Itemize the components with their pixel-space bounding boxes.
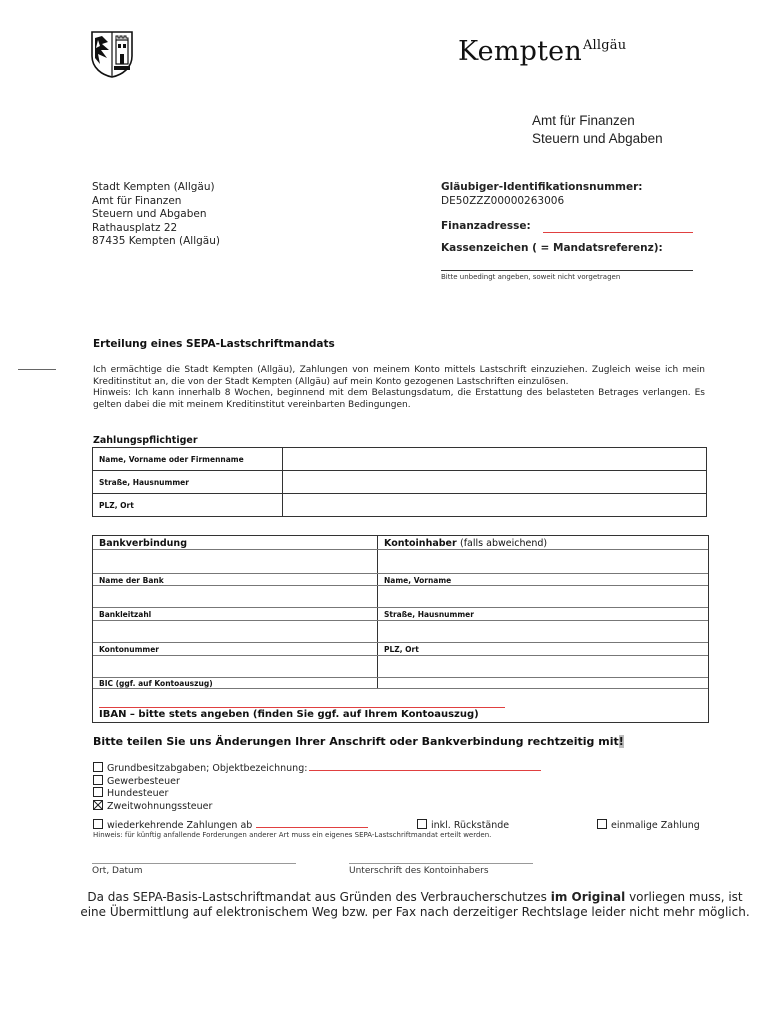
iban-label: IBAN – bitte stets angeben (finden Sie ggf. auf Ihrem Kontoauszug)	[99, 709, 479, 720]
kassenzeichen-hint: Bitte unbedingt angeben, soweit nicht vorgetragen	[441, 273, 621, 281]
mandate-hint: Hinweis: Ich kann innerhalb 8 Wochen, beginnend mit dem Belastungsdatum, die Erstattung des belasteten Betrages verlangen. Es gelten dabei die mit meinem Kreditinstitut vereinbarten Bedingungen.	[93, 388, 705, 410]
holder-name-label: Name, Vorname	[384, 576, 452, 585]
row-line	[93, 655, 708, 656]
closing-note	[80, 890, 750, 920]
brand-sup: Allgäu	[582, 38, 627, 53]
kassenzeichen-label: Kassenzeichen ( = Mandatsreferenz):	[441, 242, 663, 254]
mandate-authorization: Ich ermächtige die Stadt Kempten (Allgäu), Zahlungen von meinem Konto mittels Lastschrift einzuziehen. Zugleich weise ich mein Kreditinstitut an, die von der Stadt Kempten (Allgäu) auf mein Konto gezogenen Lastschriften einzulösen.	[93, 365, 705, 387]
city-crest-logo	[90, 30, 134, 78]
place-date-label: Ort, Datum	[92, 866, 143, 876]
city-wordmark	[458, 36, 626, 67]
payer-name-field[interactable]	[283, 448, 707, 471]
department-heading	[532, 112, 663, 148]
tax-option[interactable]	[93, 762, 541, 775]
blz-label: Bankleitzahl	[99, 610, 152, 619]
checkbox-hundesteuer[interactable]	[93, 787, 103, 797]
bank-name-label: Name der Bank	[99, 576, 164, 585]
tax-label-hundesteuer: Hundesteuer	[107, 788, 169, 799]
brand-main: Kempten	[458, 36, 582, 67]
single-label: einmalige Zahlung	[611, 820, 700, 831]
single-option[interactable]	[597, 819, 700, 831]
account-number-label: Kontonummer	[99, 645, 160, 654]
mandate-title: Erteilung eines SEPA-Lastschriftmandats	[93, 338, 335, 350]
change-notice-text: Bitte teilen Sie uns Änderungen Ihrer Anschrift oder Bankverbindung rechtzeitig mit	[93, 735, 619, 748]
row-line	[93, 585, 708, 586]
payer-name-label: Name, Vorname oder Firmenname	[93, 448, 283, 471]
dept-line2: Steuern und Abgaben	[532, 131, 663, 146]
recurring-option[interactable]	[93, 819, 368, 831]
options-hint: Hinweis: für künftig anfallende Forderungen anderer Art muss ein eigenes SEPA-Lastschriftmandat erteilt werden.	[93, 831, 492, 839]
checkbox-recurring[interactable]	[93, 819, 103, 829]
bank-connection-header: Bankverbindung	[99, 538, 188, 549]
mandate-text	[93, 365, 705, 411]
signature-field[interactable]	[349, 863, 533, 864]
sender-line: Amt für Finanzen	[92, 194, 182, 207]
checkbox-gewerbesteuer[interactable]	[93, 775, 103, 785]
row-line	[93, 620, 708, 621]
closing-text-1: Da das SEPA-Basis-Lastschriftmandat aus Gründen des Verbraucherschutzes	[87, 890, 547, 904]
account-holder-header	[384, 538, 547, 549]
row-line	[93, 607, 708, 608]
account-holder-title: Kontoinhaber	[384, 538, 457, 549]
sender-line: Rathausplatz 22	[92, 221, 178, 234]
tax-label-grundbesitz: Grundbesitzabgaben; Objektbezeichnung:	[107, 763, 308, 774]
payer-table	[92, 447, 707, 517]
sender-line: Steuern und Abgaben	[92, 208, 207, 220]
payer-street-label: Straße, Hausnummer	[93, 471, 283, 494]
closing-text-2: vorliegen muss, ist eine Übermittlung auf elektronischem Weg bzw. per Fax nach derzeitiger Rechtslage leider nicht mehr möglich.	[80, 890, 750, 919]
arrears-label: inkl. Rückstände	[431, 820, 510, 831]
row-line	[93, 642, 708, 643]
tax-option[interactable]	[93, 775, 541, 788]
payer-street-field[interactable]	[283, 471, 707, 494]
row-line	[93, 549, 708, 550]
change-notice-mark: !	[618, 735, 624, 748]
sender-line: Stadt Kempten (Allgäu)	[92, 181, 215, 193]
recurring-label: wiederkehrende Zahlungen ab	[107, 820, 253, 831]
creditor-id-value: DE50ZZZ00000263006	[441, 195, 565, 207]
kassenzeichen-field[interactable]	[441, 270, 693, 271]
sender-address	[92, 181, 220, 249]
recurring-start-field[interactable]	[256, 827, 368, 828]
iban-field[interactable]	[99, 707, 505, 708]
signature-label: Unterschrift des Kontoinhabers	[349, 866, 489, 876]
holder-street-label: Straße, Hausnummer	[384, 610, 474, 619]
checkbox-zweitwohnungssteuer-checked[interactable]	[93, 800, 103, 810]
row-line	[93, 688, 708, 689]
row-line	[93, 573, 708, 574]
arrears-option[interactable]	[417, 819, 509, 831]
fold-mark	[18, 369, 56, 370]
dept-line1: Amt für Finanzen	[532, 113, 635, 128]
bic-label: BIC (ggf. auf Kontoauszug)	[99, 679, 213, 688]
change-notice	[93, 735, 624, 748]
place-date-field[interactable]	[92, 863, 296, 864]
bank-divider	[377, 536, 378, 688]
checkbox-single[interactable]	[597, 819, 607, 829]
object-designation-field[interactable]	[309, 770, 541, 771]
tax-option[interactable]	[93, 800, 541, 813]
creditor-id-label: Gläubiger-Identifikationsnummer:	[441, 181, 643, 193]
checkbox-grundbesitz[interactable]	[93, 762, 103, 772]
row-line	[93, 677, 708, 678]
creditor-block	[441, 181, 701, 281]
closing-emphasis: im Original	[550, 890, 626, 904]
payer-city-field[interactable]	[283, 494, 707, 517]
tax-label-zweitwohnungssteuer: Zweitwohnungssteuer	[107, 800, 213, 812]
bank-table	[92, 535, 709, 723]
tax-option[interactable]	[93, 787, 541, 800]
payer-section-label: Zahlungspflichtiger	[93, 435, 198, 446]
tax-label-gewerbesteuer: Gewerbesteuer	[107, 775, 180, 787]
checkbox-arrears[interactable]	[417, 819, 427, 829]
account-holder-note: (falls abweichend)	[460, 538, 548, 549]
tax-type-list	[93, 762, 541, 812]
holder-city-label: PLZ, Ort	[384, 645, 419, 654]
finance-address-label: Finanzadresse:	[441, 220, 531, 232]
sender-line: 87435 Kempten (Allgäu)	[92, 235, 220, 247]
payer-city-label: PLZ, Ort	[93, 494, 283, 517]
finance-address-field[interactable]	[543, 232, 693, 233]
